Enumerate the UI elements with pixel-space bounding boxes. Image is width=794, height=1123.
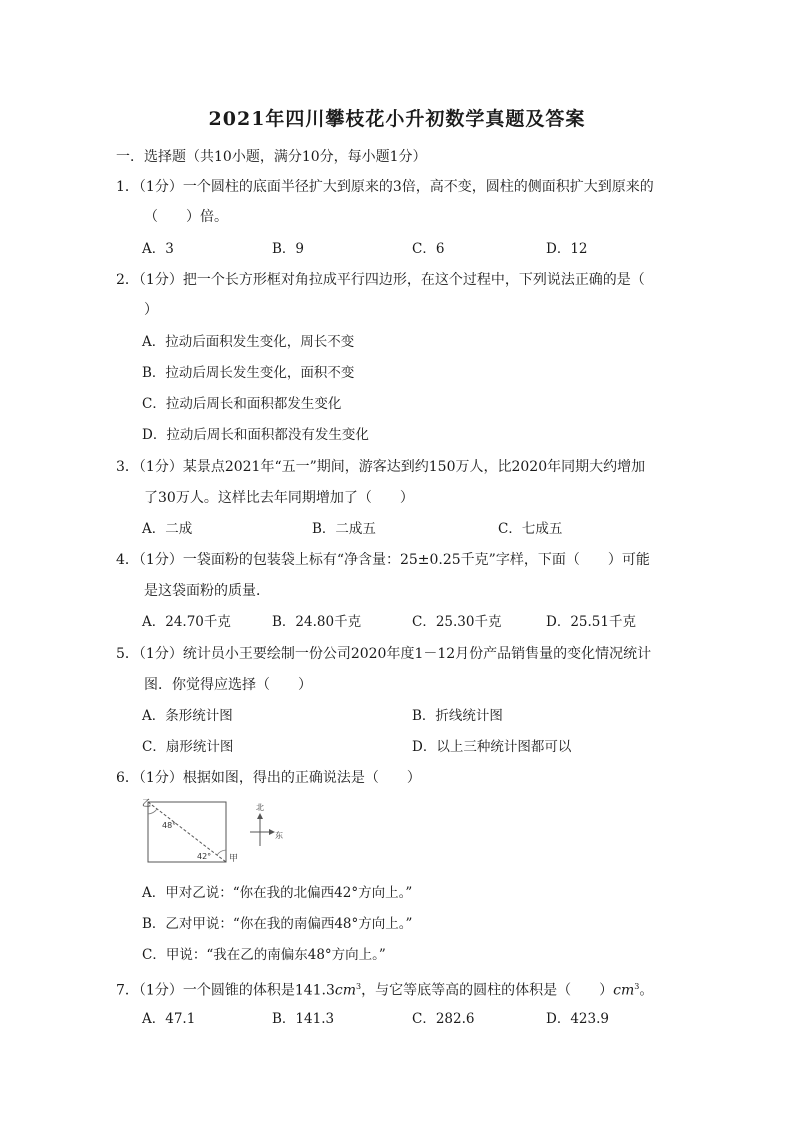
question-1-option-a: A．3 xyxy=(142,241,174,257)
direction-diagram xyxy=(142,798,282,868)
north-arrow-icon xyxy=(257,813,263,819)
rectangle-outline xyxy=(148,802,226,862)
compass-north-label: 北 xyxy=(256,803,264,812)
angle-arc-bottom xyxy=(217,850,226,855)
unit-exponent: 3 xyxy=(356,982,362,991)
question-5-text-cont: 图．你觉得应选择（ ） xyxy=(144,677,312,693)
question-6-option-c: C．甲说：“我在乙的南偏东48°方向上。” xyxy=(142,947,386,963)
question-1-option-b: B．9 xyxy=(272,241,305,257)
question-6-text: 6．（1分）根据如图，得出的正确说法是（ ） xyxy=(116,770,421,786)
question-3-text: 3．（1分）某景点2021年“五一”期间，游客达到约150万人，比2020年同期大约增加 xyxy=(116,459,646,475)
unit-cm: cm xyxy=(334,982,357,999)
question-5-option-d: D．以上三种统计图都可以 xyxy=(412,739,572,755)
question-6-option-b: B．乙对甲说：“你在我的南偏西48°方向上。” xyxy=(142,916,413,932)
question-3-text-cont: 了30万人。这样比去年同期增加了（ ） xyxy=(144,490,414,506)
question-7-option-b: B．141.3 xyxy=(272,1011,335,1027)
direction-figure xyxy=(142,798,282,872)
diagonal-line xyxy=(148,802,226,862)
question-5-option-c: C．扇形统计图 xyxy=(142,739,234,755)
angle-label-bottom: 42° xyxy=(197,852,212,861)
question-4-text: 4．（1分）一袋面粉的包装袋上标有“净含量：25±0.25千克”字样，下面（ ）可能 xyxy=(116,552,650,568)
question-5-option-b: B．折线统计图 xyxy=(412,708,503,724)
question-7-option-a: A．47.1 xyxy=(142,1011,196,1027)
question-2-option-a: A．拉动后面积发生变化，周长不变 xyxy=(142,334,355,350)
label-jia: 甲 xyxy=(229,854,239,864)
section-heading: 一．选择题（共10小题，满分10分，每小题1分） xyxy=(116,149,427,165)
question-4-option-d: D．25.51千克 xyxy=(546,614,636,630)
label-yi: 乙 xyxy=(142,799,152,809)
question-2-text: 2．（1分）把一个长方形框对角拉成平行四边形，在这个过程中，下列说法正确的是（ xyxy=(116,272,645,288)
question-2-option-d: D．拉动后周长和面积都没有发生变化 xyxy=(142,427,369,443)
question-3-option-b: B．二成五 xyxy=(312,521,376,537)
question-7-option-d: D．423.9 xyxy=(546,1011,609,1027)
angle-arc-top xyxy=(148,809,157,814)
question-2-text-cont: ） xyxy=(144,302,158,318)
question-3-option-a: A．二成 xyxy=(142,521,193,537)
question-1-option-c: C．6 xyxy=(412,241,445,257)
question-7-text-end: 。 xyxy=(639,982,654,999)
question-7-text xyxy=(116,978,653,1000)
question-4-option-a: A．24.70千克 xyxy=(142,614,231,630)
unit-exponent-2: 3 xyxy=(634,982,640,991)
angle-label-top: 48° xyxy=(162,821,177,830)
question-1-text-cont: （ ）倍。 xyxy=(144,209,228,225)
question-4-option-b: B．24.80千克 xyxy=(272,614,362,630)
question-7-text-mid: ，与它等底等高的圆柱的体积是（ ） xyxy=(361,982,614,999)
question-5-text: 5．（1分）统计员小王要绘制一份公司2020年度1－12月份产品销售量的变化情况统计 xyxy=(116,646,652,662)
question-4-text-cont: 是这袋面粉的质量． xyxy=(144,583,270,599)
question-7-option-c: C．282.6 xyxy=(412,1011,475,1027)
question-6-option-a: A．甲对乙说：“你在我的北偏西42°方向上。” xyxy=(142,885,413,901)
compass-east-label: 东 xyxy=(275,831,283,840)
question-2-option-c: C．拉动后周长和面积都发生变化 xyxy=(142,396,342,412)
question-4-option-c: C．25.30千克 xyxy=(412,614,502,630)
document-title: 2021年四川攀枝花小升初数学真题及答案 xyxy=(208,108,586,130)
question-3-option-c: C．七成五 xyxy=(498,521,563,537)
unit-cm-2: cm xyxy=(613,982,635,999)
question-1-text: 1．（1分）一个圆柱的底面半径扩大到原来的3倍，高不变，圆柱的侧面积扩大到原来的 xyxy=(116,179,654,195)
question-2-option-b: B．拉动后周长发生变化，面积不变 xyxy=(142,365,355,381)
question-5-option-a: A．条形统计图 xyxy=(142,708,233,724)
question-7-text-start: 7．（1分）一个圆锥的体积是141.3 xyxy=(116,982,335,999)
question-1-option-d: D．12 xyxy=(546,241,588,257)
